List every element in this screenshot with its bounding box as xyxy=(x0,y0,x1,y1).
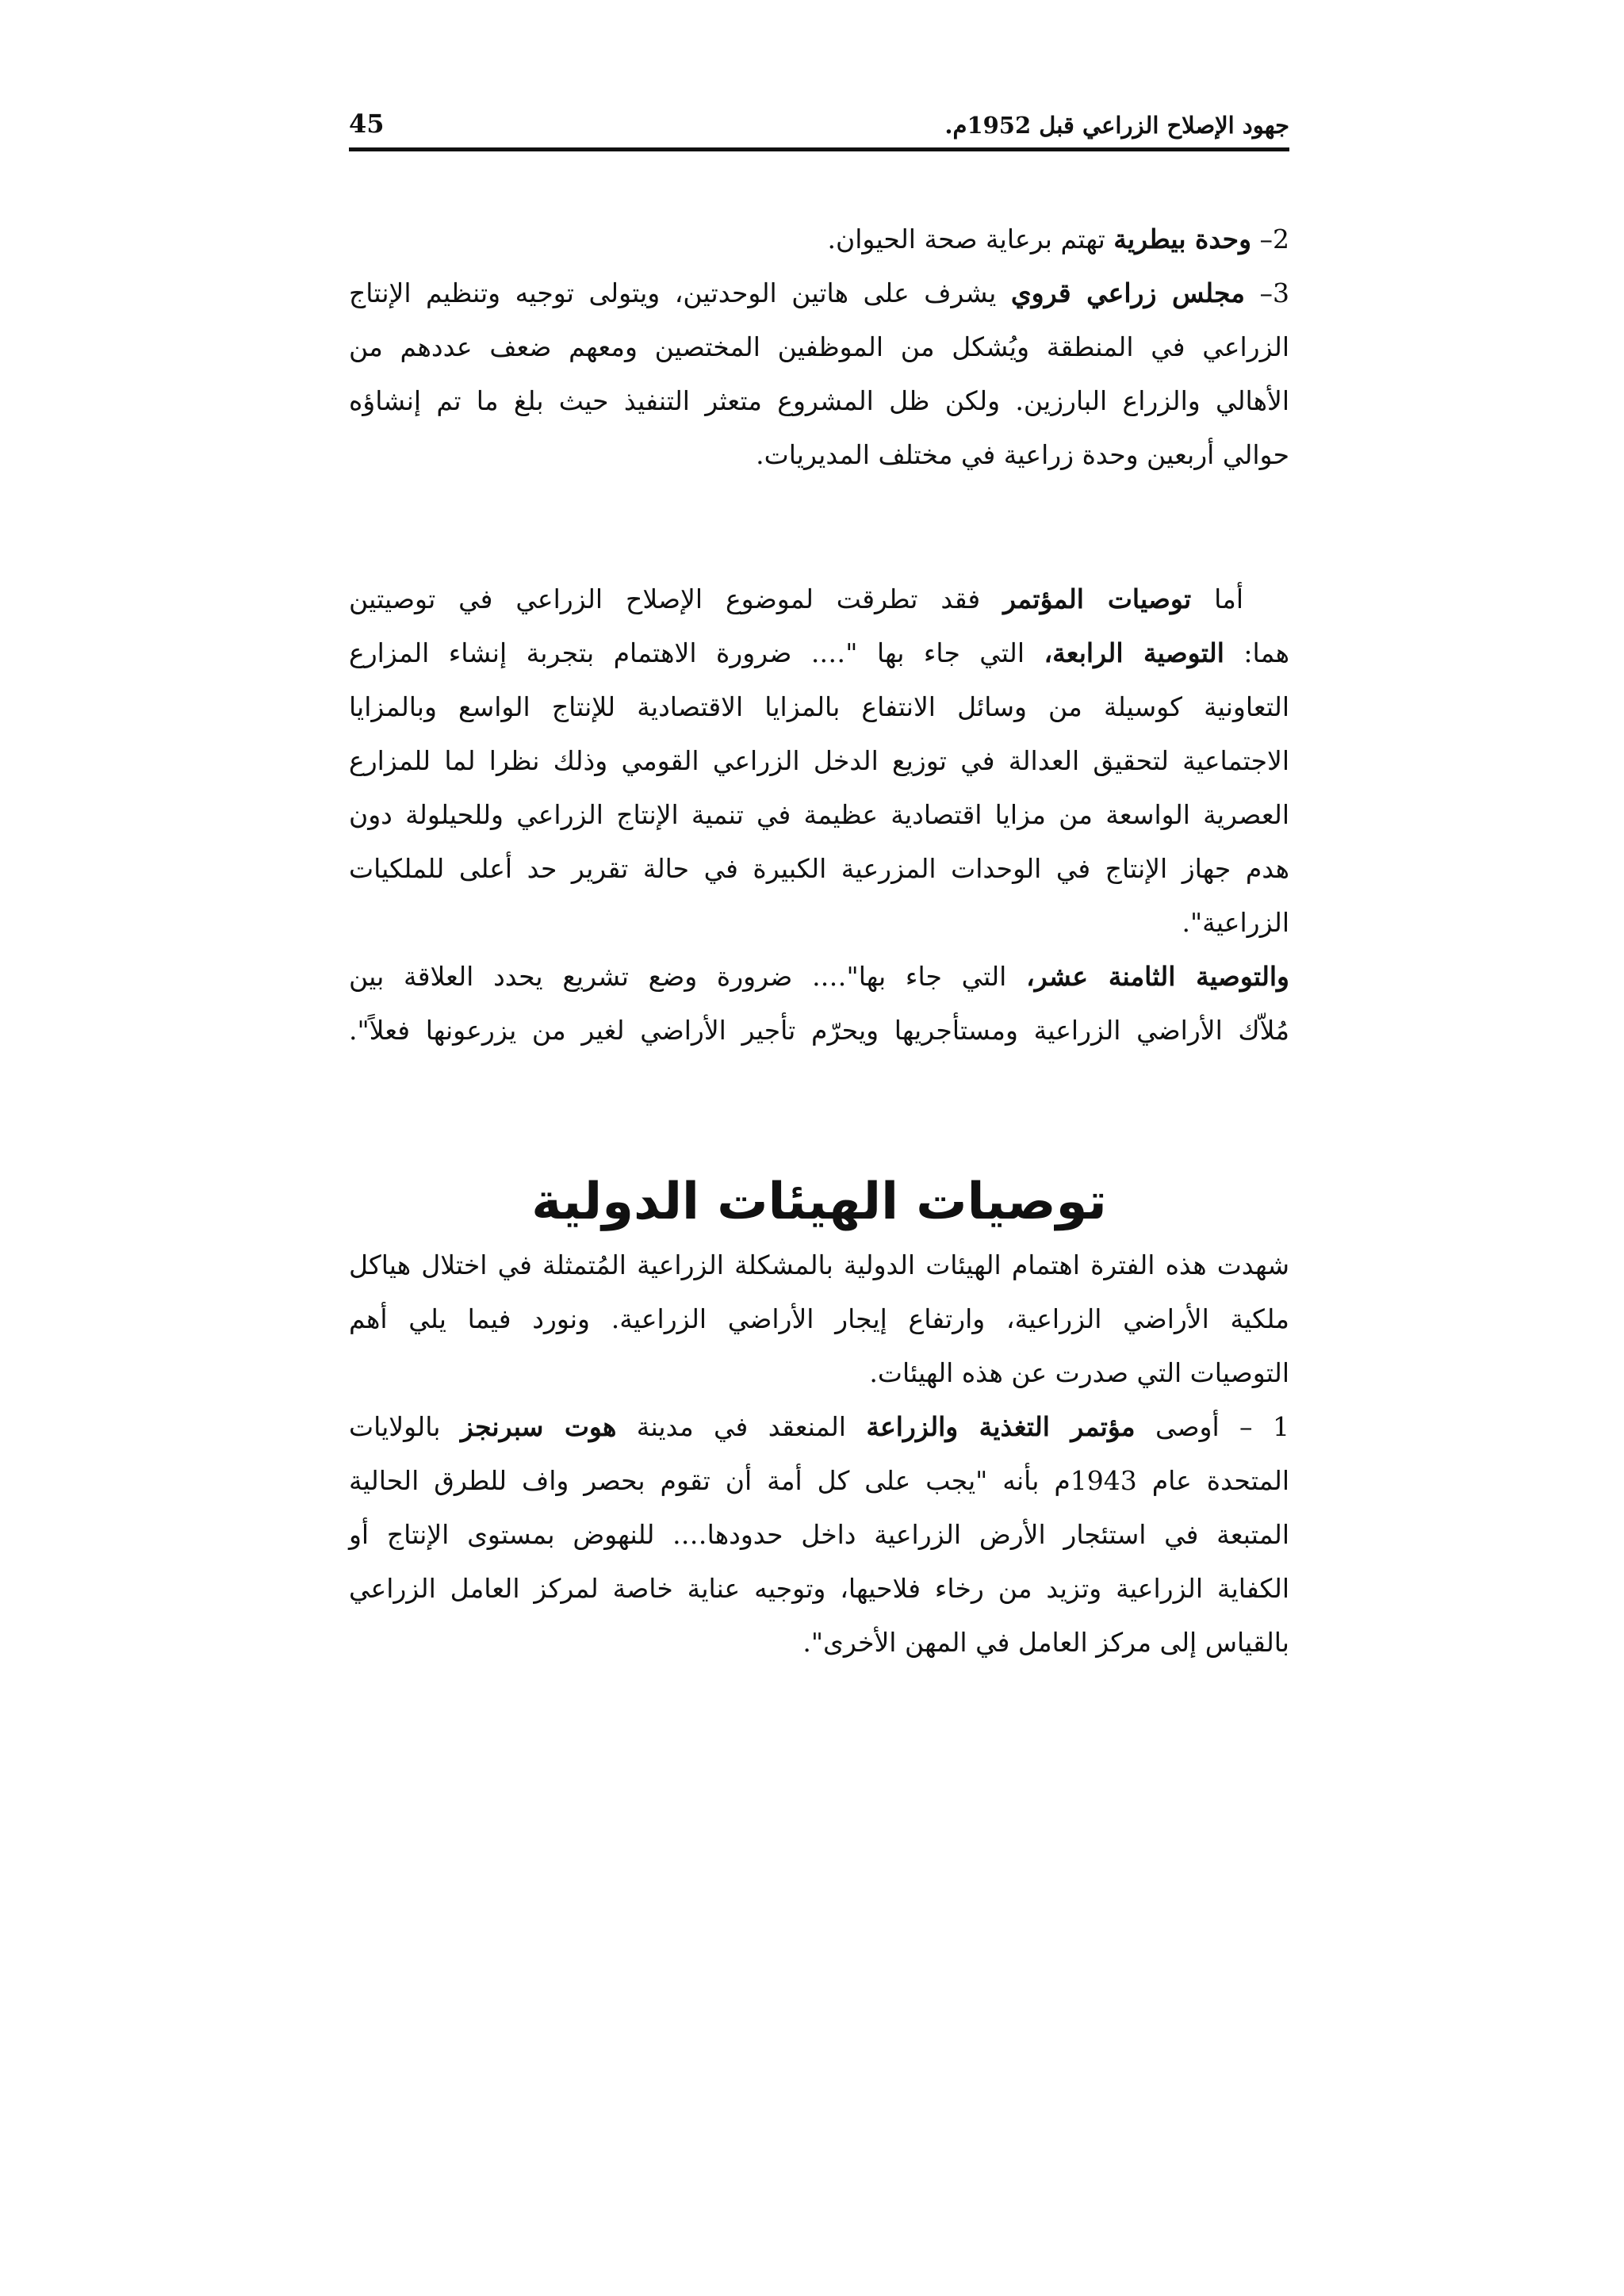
page-header xyxy=(349,109,1289,152)
text-line: ملكية الأراضي الزراعية، وارتفاع إيجار الأراضي الزراعية. ونورد فيما يلي أهم xyxy=(349,1303,1289,1334)
text-line: مُلاّك الأراضي الزراعية ومستأجريها ويحرّم تأجير الأراضي لغير من يزرعونها فعلاً". xyxy=(349,1015,1289,1046)
text-line: والتوصية الثامنة عشر، التي جاء بها"…. ضرورة وضع تشريع يحدد العلاقة بين xyxy=(349,961,1289,992)
text-line: 3– مجلس زراعي قروي يشرف على هاتين الوحدتين، ويتولى توجيه وتنظيم الإنتاج xyxy=(349,277,1290,308)
text-line: الكفاية الزراعية وتزيد من رخاء فلاحيها، وتوجيه عناية خاصة لمركز العامل الزراعي xyxy=(349,1573,1289,1604)
text-line: الأهالي والزراع البارزين. ولكن ظل المشروع متعثر التنفيذ حيث بلغ ما تم إنشاؤه xyxy=(349,385,1289,416)
text-line: 2– وحدة بيطرية تهتم برعاية صحة الحيوان. xyxy=(827,224,1289,254)
text-line: حوالي أربعين وحدة زراعية في مختلف المديريات. xyxy=(756,439,1289,470)
text-line: الزراعي في المنطقة ويُشكل من الموظفين المختصين ومعهم ضعف عددهم من xyxy=(349,331,1289,362)
paragraph-conference-recommendations xyxy=(349,572,1289,1058)
text-line: التوصيات التي صدرت عن هذه الهيئات. xyxy=(869,1357,1289,1388)
text-line: هما: التوصية الرابعة، التي جاء بها "…. ضرورة الاهتمام بتجربة إنشاء المزارع xyxy=(349,637,1290,668)
paragraph-international-recommendations xyxy=(349,1238,1289,1670)
text-line: هدم جهاز الإنتاج في الوحدات المزرعية الكبيرة في حالة تقرير حد أعلى للملكيات xyxy=(349,853,1289,884)
paragraph-veterinary-council xyxy=(349,212,1289,482)
text-line: الاجتماعية لتحقيق العدالة في توزيع الدخل الزراعي القومي وذلك نظرا لما للمزارع xyxy=(349,745,1289,776)
text-line: الزراعية". xyxy=(1182,907,1289,938)
header-rule xyxy=(349,147,1289,151)
running-title: جهود الإصلاح الزراعي قبل 1952م. xyxy=(944,112,1289,139)
text-line: المتحدة عام 1943م بأنه "يجب على كل أمة أن تقوم بحصر واف للطرق الحالية xyxy=(349,1465,1289,1496)
text-line: التعاونية كوسيلة من وسائل الانتفاع بالمزايا الاقتصادية للإنتاج الواسع وبالمزايا xyxy=(349,691,1289,722)
text-line: بالقياس إلى مركز العامل في المهن الأخرى". xyxy=(802,1627,1289,1658)
section-heading: توصيات الهيئات الدولية xyxy=(531,1173,1107,1231)
text-line: العصرية الواسعة من مزايا اقتصادية عظيمة في تنمية الإنتاج الزراعي وللحيلولة دون xyxy=(349,799,1289,830)
page-number: 45 xyxy=(349,109,385,139)
text-line: المتبعة في استئجار الأرض الزراعية داخل حدودها…. للنهوض بمستوى الإنتاج أو xyxy=(349,1519,1289,1550)
text-line: شهدت هذه الفترة اهتمام الهيئات الدولية بالمشكلة الزراعية المُتمثلة في اختلال هياكل xyxy=(349,1249,1289,1280)
text-line: أما توصيات المؤتمر فقد تطرقت لموضوع الإصلاح الزراعي في توصيتين xyxy=(349,584,1243,614)
text-line: 1 – أوصى مؤتمر التغذية والزراعة المنعقد في مدينة هوت سبرنجز بالولايات xyxy=(349,1411,1289,1442)
